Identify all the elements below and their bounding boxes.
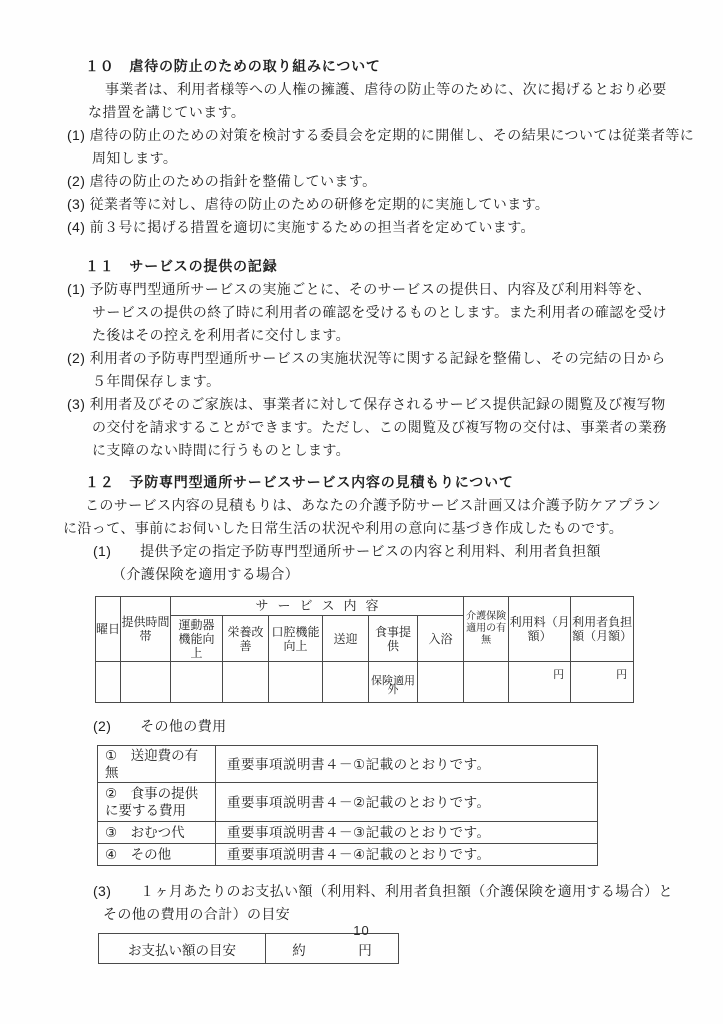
section-12-heading: １２ 予防専門型通所サービスサービス内容の見積もりについて <box>85 474 514 490</box>
list-item: (3) 従業者等に対し、虐待の防止のための研修を定期的に実施しています。 <box>67 196 550 212</box>
approx-prefix: 約 <box>292 942 306 958</box>
fee-item-other: ④ その他 <box>98 844 216 866</box>
col-header-bath: 入浴 <box>418 616 464 662</box>
col-header-insurance: 介護保険適用の有無 <box>464 597 509 662</box>
subsection-3-heading: (3) １ヶ月あたりのお支払い額（利用料、利用者負担額（介護保険を適用する場合）と <box>93 883 673 899</box>
list-item-continuation: の交付を請求することができます。ただし、この閲覧及び複写物の交付は、事業者の業務 <box>92 419 667 435</box>
cell-fee-yen: 円 <box>509 662 571 703</box>
section-service-estimate <box>63 471 673 964</box>
col-header-transport: 送迎 <box>323 616 369 662</box>
cell-day <box>96 662 121 703</box>
col-header-day: 曜日 <box>96 597 121 662</box>
list-item-continuation: 周知します。 <box>92 150 178 166</box>
fee-desc-transport: 重要事項説明書４－①記載のとおりです。 <box>216 746 598 783</box>
page-number: 10 <box>353 923 370 938</box>
cell-motor-function <box>171 662 223 703</box>
subsection-2-heading: (2) その他の費用 <box>93 718 227 734</box>
list-item: (1) 虐待の防止のための対策を検討する委員会を定期的に開催し、その結果については従業者等に <box>67 127 695 143</box>
list-item: (2) 利用者の予防専門型通所サービスの実施状況等に関する記録を整備し、その完結の日から <box>67 350 666 366</box>
cell-oral-function <box>269 662 323 703</box>
fee-desc-other: 重要事項説明書４－④記載のとおりです。 <box>216 844 598 866</box>
cell-time <box>121 662 171 703</box>
col-header-meal: 食事提供 <box>369 616 418 662</box>
paragraph-line: このサービス内容の見積もりは、あなたの介護予防サービス計画又は介護予防ケアプラン <box>85 497 661 513</box>
subsection-1-heading: (1) 提供予定の指定予防専門型通所サービスの内容と利用料、利用者負担額 <box>93 543 601 559</box>
cell-meal-insurance-note: 保険適用外 <box>369 662 418 703</box>
col-header-time: 提供時間帯 <box>121 597 171 662</box>
fee-item-meal: ② 食事の提供に要する費用 <box>98 783 216 822</box>
service-contents-table <box>95 596 634 703</box>
list-item: (4) 前３号に掲げる措置を適切に実施するための担当者を定めています。 <box>67 219 535 235</box>
paragraph-line: に沿って、事前にお伺いした日常生活の状況や利用の意向に基づき作成したものです。 <box>63 520 624 536</box>
paragraph-line: な措置を講じています。 <box>88 104 246 120</box>
other-fees-table <box>97 745 598 866</box>
yen-unit: 円 <box>358 942 372 958</box>
col-header-nutrition: 栄養改善 <box>223 616 269 662</box>
cell-bath <box>418 662 464 703</box>
subsection-1-note: （介護保険を適用する場合） <box>112 566 300 582</box>
list-item: (3) 利用者及びそのご家族は、事業者に対して保存されるサービス提供記録の閲覧及び複写物 <box>67 396 666 412</box>
payment-estimate-value <box>266 934 399 964</box>
col-header-oral-function: 口腔機能向上 <box>269 616 323 662</box>
list-item-continuation: サービスの提供の終了時に利用者の確認を受けるものとします。また利用者の確認を受け <box>92 304 667 320</box>
fee-item-transport: ① 送迎費の有無 <box>98 746 216 783</box>
fee-desc-diaper: 重要事項説明書４－③記載のとおりです。 <box>216 822 598 844</box>
subsection-3-continuation: その他の費用の合計）の目安 <box>103 906 291 922</box>
section-11-heading: １１ サービスの提供の記録 <box>85 258 278 274</box>
cell-transport <box>323 662 369 703</box>
list-item-continuation: に支障のない時間に行うものとします。 <box>92 442 351 458</box>
cell-burden-yen: 円 <box>571 662 634 703</box>
list-item-continuation: ５年間保存します。 <box>92 373 221 389</box>
payment-estimate-label: お支払い額の目安 <box>99 934 266 964</box>
fee-item-diaper: ③ おむつ代 <box>98 822 216 844</box>
section-service-records <box>63 255 669 462</box>
col-header-user-burden: 利用者負担額（月額） <box>571 597 634 662</box>
paragraph-line: 事業者は、利用者様等への人権の擁護、虐待の防止等のために、次に掲げるとおり必要 <box>105 81 667 97</box>
list-item: (1) 予防専門型通所サービスの実施ごとに、そのサービスの提供日、内容及び利用料等を、 <box>67 281 652 297</box>
cell-insurance <box>464 662 509 703</box>
section-10-heading: １０ 虐待の防止のための取り組みについて <box>85 58 381 74</box>
list-item-continuation: た後はその控えを利用者に交付します。 <box>92 327 351 343</box>
section-abuse-prevention <box>63 55 695 239</box>
col-group-service-contents: サービス内容 <box>171 597 464 616</box>
cell-nutrition <box>223 662 269 703</box>
col-header-motor-function: 運動器機能向上 <box>171 616 223 662</box>
list-item: (2) 虐待の防止のための指針を整備しています。 <box>67 173 377 189</box>
col-header-fee: 利用料（月額） <box>509 597 571 662</box>
fee-desc-meal: 重要事項説明書４－②記載のとおりです。 <box>216 783 598 822</box>
